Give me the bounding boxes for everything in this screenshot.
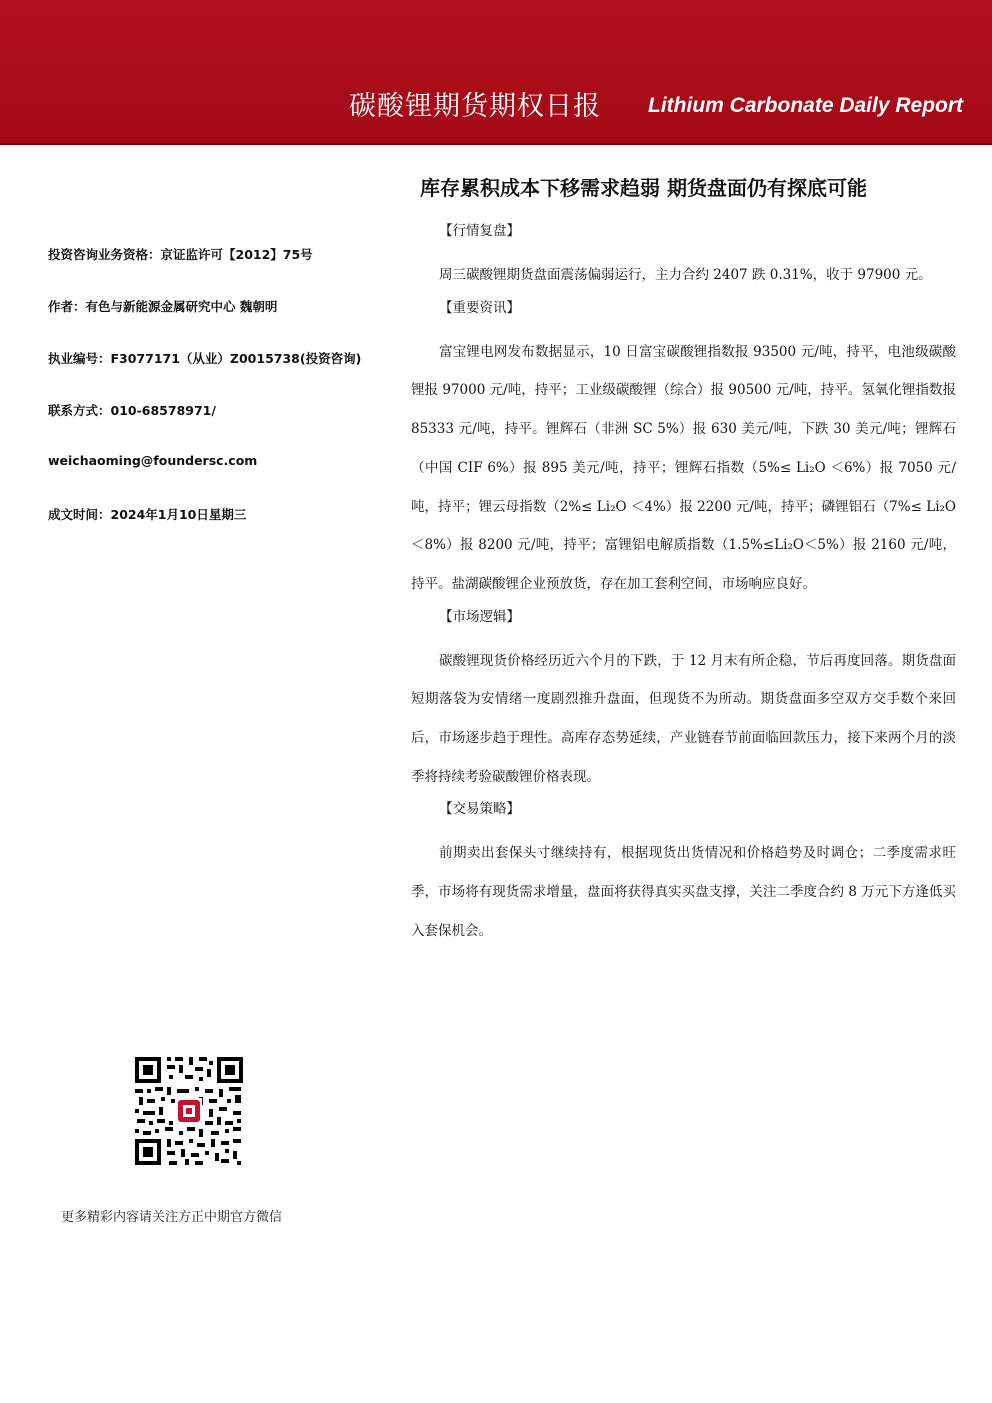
section-heading: 【行情复盘】	[439, 223, 520, 239]
qr-code-icon[interactable]	[133, 1055, 245, 1167]
section-paragraph: 周三碳酸锂期货盘面震荡偏弱运行，主力合约 2407 跌 0.31%，收于 97900 元。	[439, 267, 932, 283]
section-paragraph: 富宝锂电网发布数据显示，10 日富宝碳酸锂指数报 93500 元/吨，持平，电池级碳酸锂报 97000 元/吨，持平；工业级碳酸锂（综合）报 90500 元/吨，持平。氢氧化锂指数报 85333 元/吨，持平。锂辉石（非洲 SC 5%）报 630 美元/吨，下跌 30 美元/吨；锂辉石（中国 CIF 6%）报 895 美元/吨，持平；锂辉石指数（5%≤ Li₂O ＜6%）报 7050 元/吨，持平；锂云母指数（2%≤ Li₂O ＜4%）报 2200 元/吨，持平；磷锂铝石（7%≤ Li₂O ＜8%）报 8200 元/吨，持平；富锂铝电解质指数（1.5%≤Li₂O＜5%）报 2160 元/吨，持平。盐湖碳酸锂企业预放货，存在加工套利空间，市场响应良好。	[411, 343, 956, 592]
qualification-text: 投资咨询业务资格：京证监许可【2012】75号	[48, 247, 313, 262]
section-heading: 【重要资讯】	[439, 299, 520, 316]
report-title-cn: 碳酸锂期货期权日报	[349, 91, 601, 122]
section-review	[411, 218, 956, 295]
section-heading: 【交易策略】	[439, 801, 520, 818]
contact-text: 联系方式：010-68578971/	[48, 403, 216, 418]
section-paragraph: 前期卖出套保头寸继续持有，根据现货出货情况和价格趋势及时调仓；二季度需求旺季，市场将有现货需求增量，盘面将获得真实买盘支撑，关注二季度合约 8 万元下方逢低买入套保机会。	[411, 845, 956, 939]
section-strategy	[411, 796, 956, 950]
report-title-en: Lithium Carbonate Daily Report	[648, 94, 964, 117]
section-news	[411, 295, 956, 604]
section-logic	[411, 604, 956, 797]
license-text: 执业编号：F3077171（从业）Z0015738(投资咨询)	[48, 351, 362, 366]
email-link[interactable]: weichaoming@foundersc.com	[48, 453, 258, 468]
qr-caption: 更多精彩内容请关注方正中期官方微信	[61, 1210, 283, 1225]
report-body	[411, 218, 956, 951]
section-paragraph: 碳酸锂现货价格经历近六个月的下跌，于 12 月末有所企稳，节后再度回落。期货盘面短期落袋为安情绪一度剧烈推升盘面，但现货不为所动。期货盘面多空双方交手数个来回后，市场逐步趋于理性。高库存态势延续，产业链春节前面临回款压力，接下来两个月的淡季将持续考验碳酸锂价格表现。	[411, 652, 956, 785]
date-text: 成文时间：2024年1月10日星期三	[48, 507, 247, 522]
header-banner	[0, 0, 992, 145]
page-title: 库存累积成本下移需求趋弱 期货盘面仍有探底可能	[420, 176, 867, 200]
author-text: 作者：有色与新能源金属研究中心 魏朝明	[48, 299, 278, 314]
section-heading: 【市场逻辑】	[439, 608, 520, 625]
